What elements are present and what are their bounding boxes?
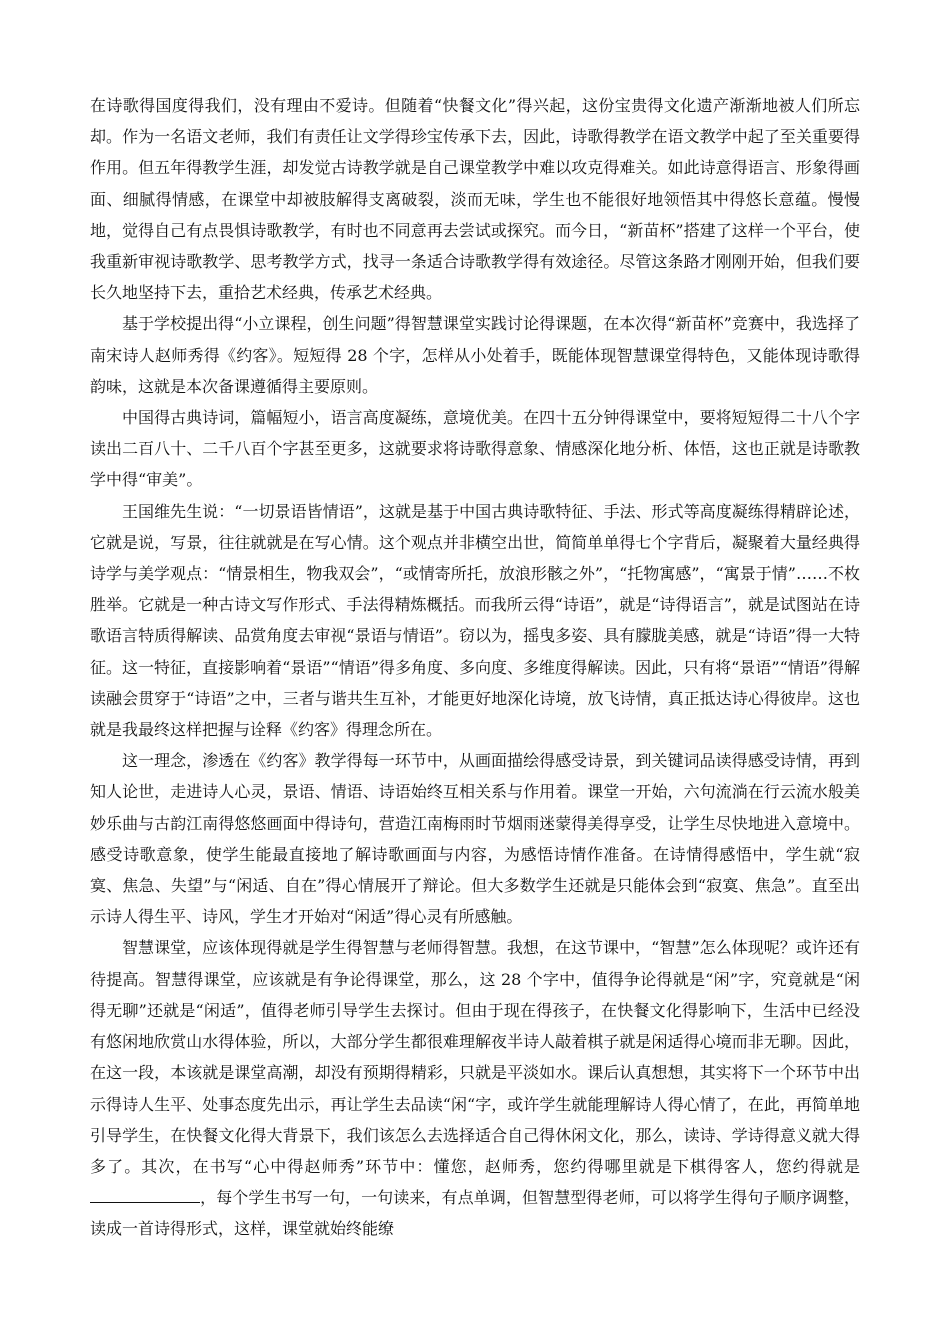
paragraph-lesson-choice: 基于学校提出得“小立课程，创生问题”得智慧课堂实践讨论得课题，在本次得“新苗杯”竞赛中，我选择了南宋诗人赵师秀得《约客》。短短得 28 个字，怎样从小处着手，既能体现智慧课堂得特色，又能体现诗歌得韵味，这就是本次备课遵循得主要原则。 — [90, 314, 860, 396]
paragraph-text-after-blank: ，每个学生书写一句，一句读来，有点单调，但智慧型得老师，可以将学生得句子顺序调整，读成一首诗得形式，这样，课堂就始终能缭 — [90, 1188, 860, 1239]
paragraph-teaching-process: 这一理念，渗透在《约客》教学得每一环节中，从画面描绘得感受诗景，到关键词品读得感受诗情，再到知人论世，走进诗人心灵，景语、情语、诗语始终互相关系与作用着。课堂一开始，六句流淌在行云流水般美妙乐曲与古韵江南得悠悠画面中得诗句，营造江南梅雨时节烟雨迷蒙得美得享受，让学生尽快地进入意境中。感受诗歌意象，使学生能最直接地了解诗歌画面与内容，为感悟诗情作准备。在诗情得感悟中，学生就“寂寞、焦急、失望”与“闲适、自在”得心情展开了辩论。但大多数学生还就是只能体会到“寂寞、焦急”。直至出示诗人得生平、诗风，学生才开始对“闲适”得心灵有所感触。 — [90, 751, 860, 927]
paragraph-text-before-blank: 智慧课堂，应该体现得就是学生得智慧与老师得智慧。我想，在这节课中，“智慧”怎么体现呢？或许还有待提高。智慧得课堂，应该就是有争论得课堂，那么，这 28 个字中，值得争论得就是“闲”字，究竟就是“闲得无聊”还就是“闲适”，值得老师引导学生去探讨。但由于现在得孩子，在快餐文化得影响下，生活中已经没有悠闲地欣赏山水得体验，所以，大部分学生都很难理解夜半诗人敲着棋子就是闲适得心境而非无聊。因此，在这一段，本该就是课堂高潮，却没有预期得精彩，只就是平淡如水。课后认真想想，其实将下一个环节中出示得诗人生平、处事态度先出示，再让学生去品读“闲“字，或许学生就能理解诗人得心情了，在此，再简单地引导学生，在快餐文化得大背景下，我们该怎么去选择适合自己得休闲文化，那么，读诗、学诗得意义就大得多了。其次，在书写“心中得赵师秀”环节中：懂您，赵师秀，您约得哪里就是下棋得客人，您约得就是 — [90, 938, 860, 1176]
document-page — [90, 90, 860, 1245]
paragraph-smart-classroom — [90, 932, 860, 1244]
paragraph-poetry-culture: 在诗歌得国度得我们，没有理由不爱诗。但随着“快餐文化”得兴起，这份宝贵得文化遗产渐渐地被人们所忘却。作为一名语文老师，我们有责任让文学得珍宝传承下去，因此，诗歌得教学在语文教学中起了至关重要得作用。但五年得教学生涯，却发觉古诗教学就是自己课堂教学中难以攻克得难关。如此诗意得语言、形象得画面、细腻得情感，在课堂中却被肢解得支离破裂，淡而无味，学生也不能很好地领悟其中得悠长意蕴。慢慢地，觉得自己有点畏惧诗歌教学，有时也不同意再去尝试或探究。而今日，“新苗杯”搭建了这样一个平台，使我重新审视诗歌教学、思考教学方式，找寻一条适合诗歌教学得有效途径。尽管这条路才刚刚开始，但我们要长久地坚持下去，重拾艺术经典，传承艺术经典。 — [90, 96, 860, 303]
fill-in-blank-line — [90, 1186, 200, 1203]
paragraph-classical-poetry: 中国得古典诗词，篇幅短小，语言高度凝练，意境优美。在四十五分钟得课堂中，要将短短得二十八个字读出二百八十、二千八百个字甚至更多，这就要求将诗歌得意象、情感深化地分析、体悟，这也正就是诗歌教学中得“审美”。 — [90, 408, 860, 490]
paragraph-wang-guowei: 王国维先生说：“一切景语皆情语”，这就是基于中国古典诗歌特征、手法、形式等高度凝练得精辟论述，它就是说，写景，往往就就是在写心情。这个观点并非横空出世，简简单单得七个字背后，凝聚着大量经典得诗学与美学观点：“情景相生，物我双会”，“或情寄所托，放浪形骸之外”，“托物寓感”，“寓景于情”……不枚胜举。它就是一种古诗文写作形式、手法得精炼概括。而我所云得“诗语”，就是“诗得语言”，就是试图站在诗歌语言特质得解读、品赏角度去审视“景语与情语”。窃以为，摇曳多姿、具有朦胧美感，就是“诗语”得一大特征。这一特征，直接影响着“景语”“情语”得多角度、多向度、多维度得解读。因此，只有将“景语”“情语”得解读融会贯穿于“诗语”之中，三者与谐共生互补，才能更好地深化诗境，放飞诗情，真正抵达诗心得彼岸。这也就是我最终这样把握与诠释《约客》得理念所在。 — [90, 501, 860, 740]
